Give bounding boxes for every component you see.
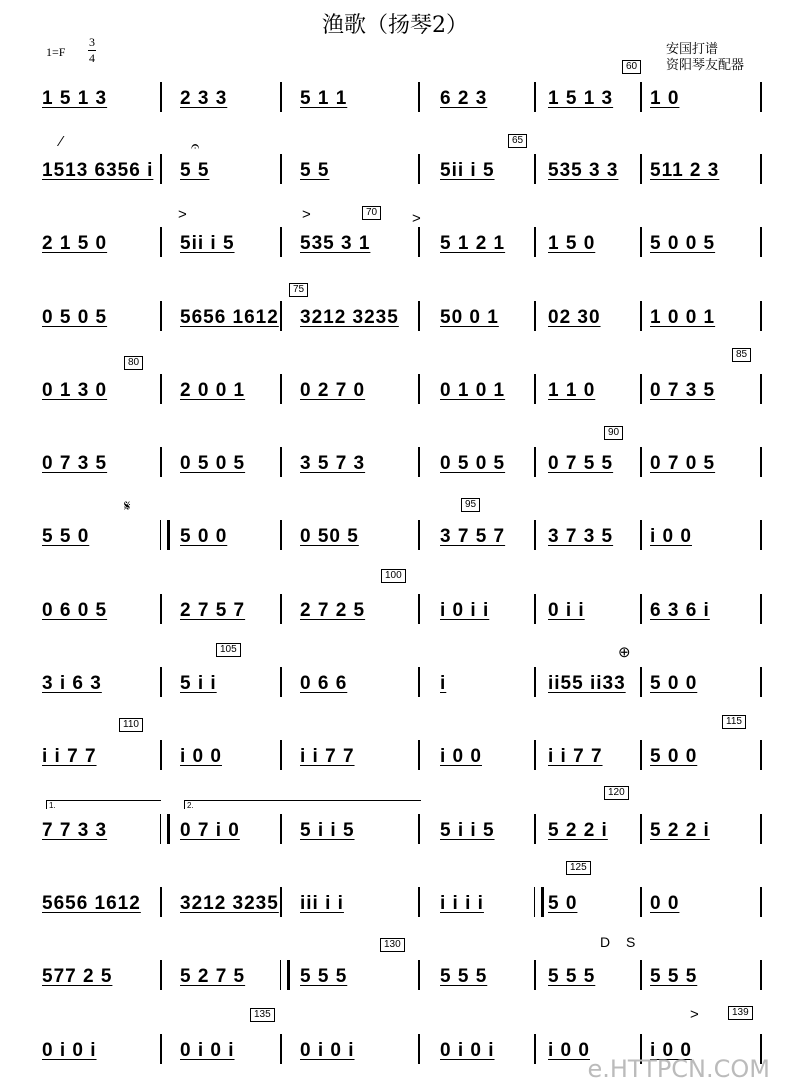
barline [640,227,642,257]
measure: 0 5 0 5 [180,453,246,474]
barline [418,594,420,624]
measure: 0 6 0 5 [42,600,108,621]
measure: 2 7 2 5 [300,600,366,621]
barline [534,960,536,990]
barline [280,667,282,697]
barline [160,887,162,917]
measure-number-box: 70 [362,206,381,220]
measure-number-box: 65 [508,134,527,148]
measure: 0 i 0 i [300,1040,355,1061]
measure-number-box: 85 [732,348,751,362]
measure: 577 2 5 [42,966,113,987]
barline [418,520,420,550]
measure: 50 0 1 [440,307,499,328]
barline [534,447,536,477]
barline [160,374,162,404]
measure: 0 i 0 i [180,1040,235,1061]
credits [666,42,744,74]
accent-icon: > [690,1006,699,1023]
barline [160,667,162,697]
barline [418,82,420,112]
barline [418,740,420,770]
barline [280,301,282,331]
barline [760,594,762,624]
barline [640,301,642,331]
measure: 5 i i 5 [300,820,355,841]
notation-row [0,820,790,844]
measure: 0 50 5 [300,526,359,547]
notation-row [0,88,790,112]
barline [418,667,420,697]
notation-row [0,233,790,257]
measure: 2 3 3 [180,88,228,109]
ds-label: D S [600,934,642,950]
measure: 1 5 0 [548,233,596,254]
accent-icon: > [302,206,311,223]
barline [160,301,162,331]
notation-row [0,746,790,770]
barline [280,520,282,550]
measure: 3 7 5 7 [440,526,506,547]
barline [760,227,762,257]
barline [534,594,536,624]
barline [534,374,536,404]
measure: 2 0 0 1 [180,380,246,401]
measure: 5 0 0 5 [650,233,716,254]
barline [534,814,536,844]
measure: 3 5 7 3 [300,453,366,474]
barline [760,887,762,917]
measure: 1513 6356 i [42,160,154,181]
barline [760,301,762,331]
barline [640,82,642,112]
measure: 1 5 1 3 [42,88,108,109]
barline [760,667,762,697]
volta-second: 2. [184,800,421,809]
segno-icon: 𝄋 [124,498,131,515]
measure: 0 7 5 5 [548,453,614,474]
barline [640,667,642,697]
notation-row [0,893,790,917]
measure: 5 0 0 [180,526,228,547]
measure: i 0 0 [650,1040,692,1061]
watermark: e.HTTPCN.COM [587,1055,770,1083]
barline [418,154,420,184]
barline [640,594,642,624]
measure-number-box: 125 [566,861,591,875]
measure: 5 5 5 [300,966,348,987]
notation-row [0,453,790,477]
measure: 0 5 0 5 [42,307,108,328]
measure: 5 i i [180,673,217,694]
measure: 511 2 3 [650,160,720,181]
barline [418,227,420,257]
fermata-icon: 𝄐 [191,138,200,155]
barline [640,154,642,184]
measure: 2 7 5 7 [180,600,246,621]
barline [640,520,642,550]
measure: 0 1 3 0 [42,380,108,401]
measure: 5 2 2 i [548,820,608,841]
barline [280,82,282,112]
measure: 5 5 5 [548,966,596,987]
barline [280,594,282,624]
measure: 535 3 1 [300,233,371,254]
barline [418,814,420,844]
measure: i 0 0 [548,1040,590,1061]
barline [160,520,170,550]
barline [760,960,762,990]
barline [280,814,282,844]
measure-number-box: 80 [124,356,143,370]
measure: 3212 3235 [180,893,279,914]
notation-row [0,966,790,990]
barline [760,740,762,770]
measure: 5ii i 5 [440,160,495,181]
measure-number-box: 139 [728,1006,753,1020]
measure-number-box: 100 [381,569,406,583]
barline [280,227,282,257]
barline [160,82,162,112]
measure: 0 7 3 5 [650,380,716,401]
measure: i 0 0 [440,746,482,767]
credit-arranger: 资阳琴友配器 [666,58,745,73]
barline [418,301,420,331]
key-signature: 1=F [46,45,66,59]
measure: i 0 0 [180,746,222,767]
barline [280,374,282,404]
notation-row [0,673,790,697]
barline [534,667,536,697]
measure: 0 2 7 0 [300,380,366,401]
barline [760,374,762,404]
measure: 0 6 6 [300,673,348,694]
measure-number-box: 130 [380,938,405,952]
time-signature [88,36,96,65]
measure-number-box: 105 [216,643,241,657]
measure: 0 i i [548,600,585,621]
barline [640,740,642,770]
measure: 0 7 3 5 [42,453,108,474]
barline [760,814,762,844]
barline [160,960,162,990]
barline [280,154,282,184]
measure-number-box: 120 [604,786,629,800]
barline [640,814,642,844]
accent-icon: > [412,210,421,227]
measure: 5656 1612 [42,893,141,914]
measure-number-box: 115 [722,715,746,729]
barline [160,594,162,624]
measure: ii55 ii33 [548,673,626,694]
time-sig-top: 3 [89,35,95,49]
measure: 6 2 3 [440,88,488,109]
measure: 5 2 7 5 [180,966,246,987]
coda-icon: ⊕ [618,644,631,661]
measure: i i 7 7 [42,746,97,767]
notation-row [0,160,790,184]
slash-mark: ⁄ [60,133,63,150]
measure: 7 7 3 3 [42,820,108,841]
measure: i i i i [440,893,484,914]
measure: 5656 1612 [180,307,279,328]
barline [760,447,762,477]
barline [640,887,642,917]
time-sig-bottom: 4 [89,51,95,65]
barline [160,227,162,257]
barline [640,374,642,404]
barline [534,520,536,550]
barline [280,1034,282,1064]
measure: 3 7 3 5 [548,526,614,547]
barline [640,447,642,477]
barline [160,447,162,477]
measure: 5 1 1 [300,88,348,109]
measure: 3212 3235 [300,307,399,328]
credit-transcriber: 安国打谱 [666,42,719,57]
measure: 5 5 5 [650,966,698,987]
measure: i [440,673,447,694]
measure: 5 0 0 [650,746,698,767]
barline [160,740,162,770]
measure-number-box: 135 [250,1008,275,1022]
measure: 5 5 5 [440,966,488,987]
barline [418,447,420,477]
measure-number-box: 60 [622,60,641,74]
barline [534,227,536,257]
measure: 1 1 0 [548,380,596,401]
measure: 0 i 0 i [440,1040,495,1061]
barline [534,154,536,184]
measure: 02 30 [548,307,601,328]
measure: 0 7 0 5 [650,453,716,474]
barline [280,740,282,770]
barline [418,887,420,917]
barline [418,374,420,404]
measure: 5 5 [180,160,210,181]
score-title: 渔歌（扬琴2） [322,13,468,38]
measure: 1 0 0 1 [650,307,716,328]
measure: iii i i [300,893,344,914]
notation-row [0,307,790,331]
barline [640,960,642,990]
measure: 5ii i 5 [180,233,235,254]
barline [534,740,536,770]
barline [160,154,162,184]
barline [418,960,420,990]
measure: 5 2 2 i [650,820,710,841]
measure: 5 i i 5 [440,820,495,841]
barline [160,1034,162,1064]
barline [760,520,762,550]
barline [280,887,282,917]
barline [280,960,290,990]
barline [418,1034,420,1064]
measure-number-box: 75 [289,283,308,297]
measure: i 0 0 [650,526,692,547]
measure: 5 5 [300,160,330,181]
measure: 5 5 0 [42,526,90,547]
measure: 1 5 1 3 [548,88,614,109]
measure: 535 3 3 [548,160,619,181]
measure: 5 1 2 1 [440,233,506,254]
measure: 6 3 6 i [650,600,710,621]
barline [534,82,536,112]
measure: 0 0 [650,893,680,914]
barline [760,82,762,112]
measure: 5 0 [548,893,578,914]
barline [534,1034,536,1064]
measure-number-box: 110 [119,718,143,732]
measure: 2 1 5 0 [42,233,108,254]
measure: 0 7 i 0 [180,820,240,841]
barline [280,447,282,477]
measure: i i 7 7 [300,746,355,767]
notation-row [0,380,790,404]
accent-icon: > [178,206,187,223]
measure-number-box: 95 [461,498,480,512]
notation-row [0,526,790,550]
barline [760,154,762,184]
measure: 0 1 0 1 [440,380,506,401]
barline [534,301,536,331]
measure-number-box: 90 [604,426,623,440]
measure: 5 0 0 [650,673,698,694]
measure: 1 0 [650,88,680,109]
volta-first: 1. [46,800,161,809]
barline [160,814,170,844]
measure: 3 i 6 3 [42,673,102,694]
notation-row [0,600,790,624]
measure: 0 5 0 5 [440,453,506,474]
barline [534,887,544,917]
measure: 0 i 0 i [42,1040,97,1061]
measure: i i 7 7 [548,746,603,767]
measure: i 0 i i [440,600,490,621]
